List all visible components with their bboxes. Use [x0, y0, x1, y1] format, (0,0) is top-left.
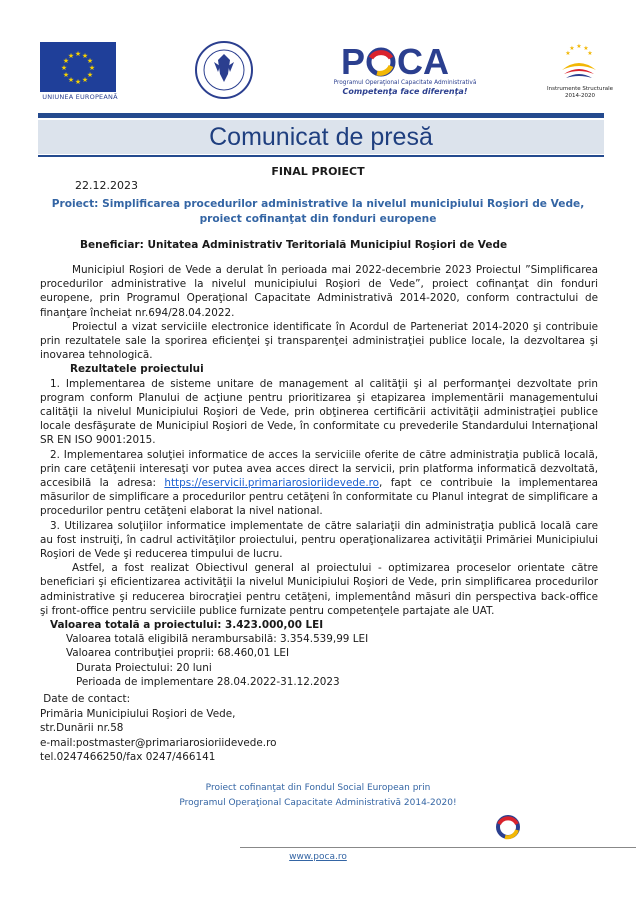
paragraph-objective: Astfel, a fost realizat Obiectivul general al proiectului - optimizarea proceselor orientate către beneficiari şi eficientizarea activităţii la nivelul Municipiului Roşiori de Vede, prin simplificarea procedurilor administrative şi reducerea birocraţiei pentru cetăţeni, implementând măsuri din perspectiva back-office şi front-office pentru serviciile publice furnizate pentru competenţele partajate ale UAT. — [40, 562, 598, 617]
final-project-label: FINAL PROIECT — [271, 165, 365, 178]
footer-line-1: Proiect cofinanţat din Fondul Social European prin — [205, 783, 431, 793]
structural-instruments-caption: Instrumente Structurale 2014-2020 — [547, 86, 613, 99]
svg-text:P: P — [341, 41, 366, 80]
result-1: 1. Implementarea de sisteme unitare de management al calităţii şi al performanţei dezvoltate prin program conform Planului de acţiune pentru prioritizarea şi etapizarea implementării managementului calităţii la nivelul Municipiului Roşiori de Vede, prin obţinerea certificării activităţii administraţiei publice locale desfăşurate de Municipiul Roşiori de Vede, în conformitate cu prevederile Standardului Internaţional SR EN ISO 9001:2015. — [40, 377, 598, 447]
stars-swoosh-icon — [556, 40, 602, 84]
poca-wordmark-icon — [333, 40, 473, 80]
title-rule-top — [38, 113, 604, 118]
result-3: 3. Utilizarea soluţiilor informatice implementate de către salariaţii din administraţia publică locală care au fost instruiţi, în cadrul activităţilor proiectului, pentru operaţionalizarea activităţii Primăriei Municipiului Roşiori de Vede şi reducerea timpului de lucru. — [40, 519, 598, 561]
svg-text:★: ★ — [81, 52, 89, 60]
eu-flag-logo — [40, 42, 116, 92]
svg-text:★: ★ — [74, 78, 82, 86]
svg-text:★: ★ — [60, 64, 68, 72]
eservicii-link[interactable]: https://eservicii.primariarosioriidevede.ro — [164, 477, 380, 490]
poca-slogan: Competenţa face diferenţa! — [342, 87, 468, 96]
own-contribution: Valoarea contribuţiei proprii: 68.460,01 LEI — [66, 647, 290, 660]
footer-poca-logo — [493, 812, 523, 842]
svg-text:★: ★ — [67, 52, 75, 60]
beneficiary: Beneficiar: Unitatea Administrativ Teritorială Municipiul Roşiori de Vede — [80, 239, 508, 251]
government-seal-logo — [194, 40, 254, 100]
contact-phone: tel.0247466250/fax 0247/466141 — [40, 751, 216, 763]
svg-text:★: ★ — [86, 71, 94, 79]
title-rule-bottom — [38, 155, 604, 157]
contact-email[interactable]: e-mail:postmaster@primariarosioriidevede.ro — [40, 736, 277, 749]
eu-stars-icon — [40, 42, 116, 92]
document-date: 22.12.2023 — [75, 179, 138, 192]
result-2 — [40, 448, 598, 519]
paragraph-scope: Proiectul a vizat serviciile electronice identificate în Acordul de Parteneriat 2014-2020 şi contribuie prin rezultatele sale la sporirea eficienţei şi transparenţei administraţiei publice locale, la dezvoltarea şi inovarea tehnologică. — [40, 320, 598, 362]
svg-text:★: ★ — [67, 76, 75, 84]
project-duration: Durata Proiectului: 20 luni — [76, 661, 212, 674]
eligible-value: Valoarea totală eligibilă nerambursabilă: 3.354.539,99 LEI — [66, 633, 369, 646]
svg-text:★: ★ — [62, 57, 70, 65]
page-title: Comunicat de presă — [209, 123, 433, 151]
footer-divider — [240, 847, 636, 848]
results-heading: Rezultatele proiectului — [70, 363, 204, 376]
svg-text:★: ★ — [88, 64, 96, 72]
poca-ring-icon — [493, 812, 523, 842]
project-title: Proiect: Simplificarea procedurilor administrative la nivelul municipiului Roşiori de Vede, proiect cofinanţat din fonduri europene — [51, 198, 585, 225]
svg-text:★: ★ — [62, 71, 70, 79]
contact-heading: Date de contact: — [40, 693, 131, 705]
document-body — [40, 263, 598, 689]
svg-text:★: ★ — [81, 76, 89, 84]
contact-organization: Primăria Municipiului Roşiori de Vede, — [40, 707, 236, 720]
contact-street: str.Dunării nr.58 — [40, 722, 124, 734]
structural-instruments-logo — [556, 40, 602, 84]
result-2-text-end: , fapt ce contribuie la implementarea măsurilor de simplificare a procedurilor pentru cetăţeni în conformitate cu Planul integrat de simplificare a procedurilor pentru cetăţeni elaborat la nivel national. — [40, 477, 598, 518]
result-2-text: 2. Implementarea soluţiei informatice de acces la serviciile oferite de către administraţia publică locală, prin care cetăţenii interesaţi vor putea avea acces direct la servicii, prin platforma informatică dezvoltată, accesibilă la adresa: — [40, 448, 598, 490]
total-value: Valoarea totală a proiectului: 3.423.000,00 LEI — [50, 619, 324, 632]
svg-text:CA: CA — [397, 41, 449, 80]
svg-text:★: ★ — [583, 45, 589, 52]
poca-website-link[interactable]: www.poca.ro — [289, 852, 347, 862]
svg-text:★: ★ — [576, 43, 582, 50]
poca-subtitle: Programul Operaţional Capacitate Administrativă — [333, 80, 477, 86]
svg-text:★: ★ — [587, 50, 593, 57]
svg-text:★: ★ — [74, 50, 82, 58]
svg-text:★: ★ — [569, 45, 575, 52]
coat-of-arms-icon — [194, 40, 254, 100]
paragraph-intro: Municipiul Roşiori de Vede a derulat în perioada mai 2022-decembrie 2023 Proiectul ”Simplificarea procedurilor administrative la nivelul municipiului Roşiori de Vede”, proiect cofinanţat din fonduri europene, prin Programul Operaţional Capacitate Administrativă 2014-2020, conform contractului de finanţare încheiat nr.694/28.04.2022. — [40, 264, 598, 319]
footer-line-2: Programul Operaţional Capacitate Administrativă 2014-2020! — [179, 798, 457, 808]
svg-text:★: ★ — [565, 50, 571, 57]
contact-block — [40, 692, 276, 765]
implementation-period: Perioada de implementare 28.04.2022-31.12.2023 — [76, 675, 340, 688]
svg-text:★: ★ — [86, 57, 94, 65]
eu-caption: UNIUNEA EUROPEANĂ — [42, 93, 118, 101]
